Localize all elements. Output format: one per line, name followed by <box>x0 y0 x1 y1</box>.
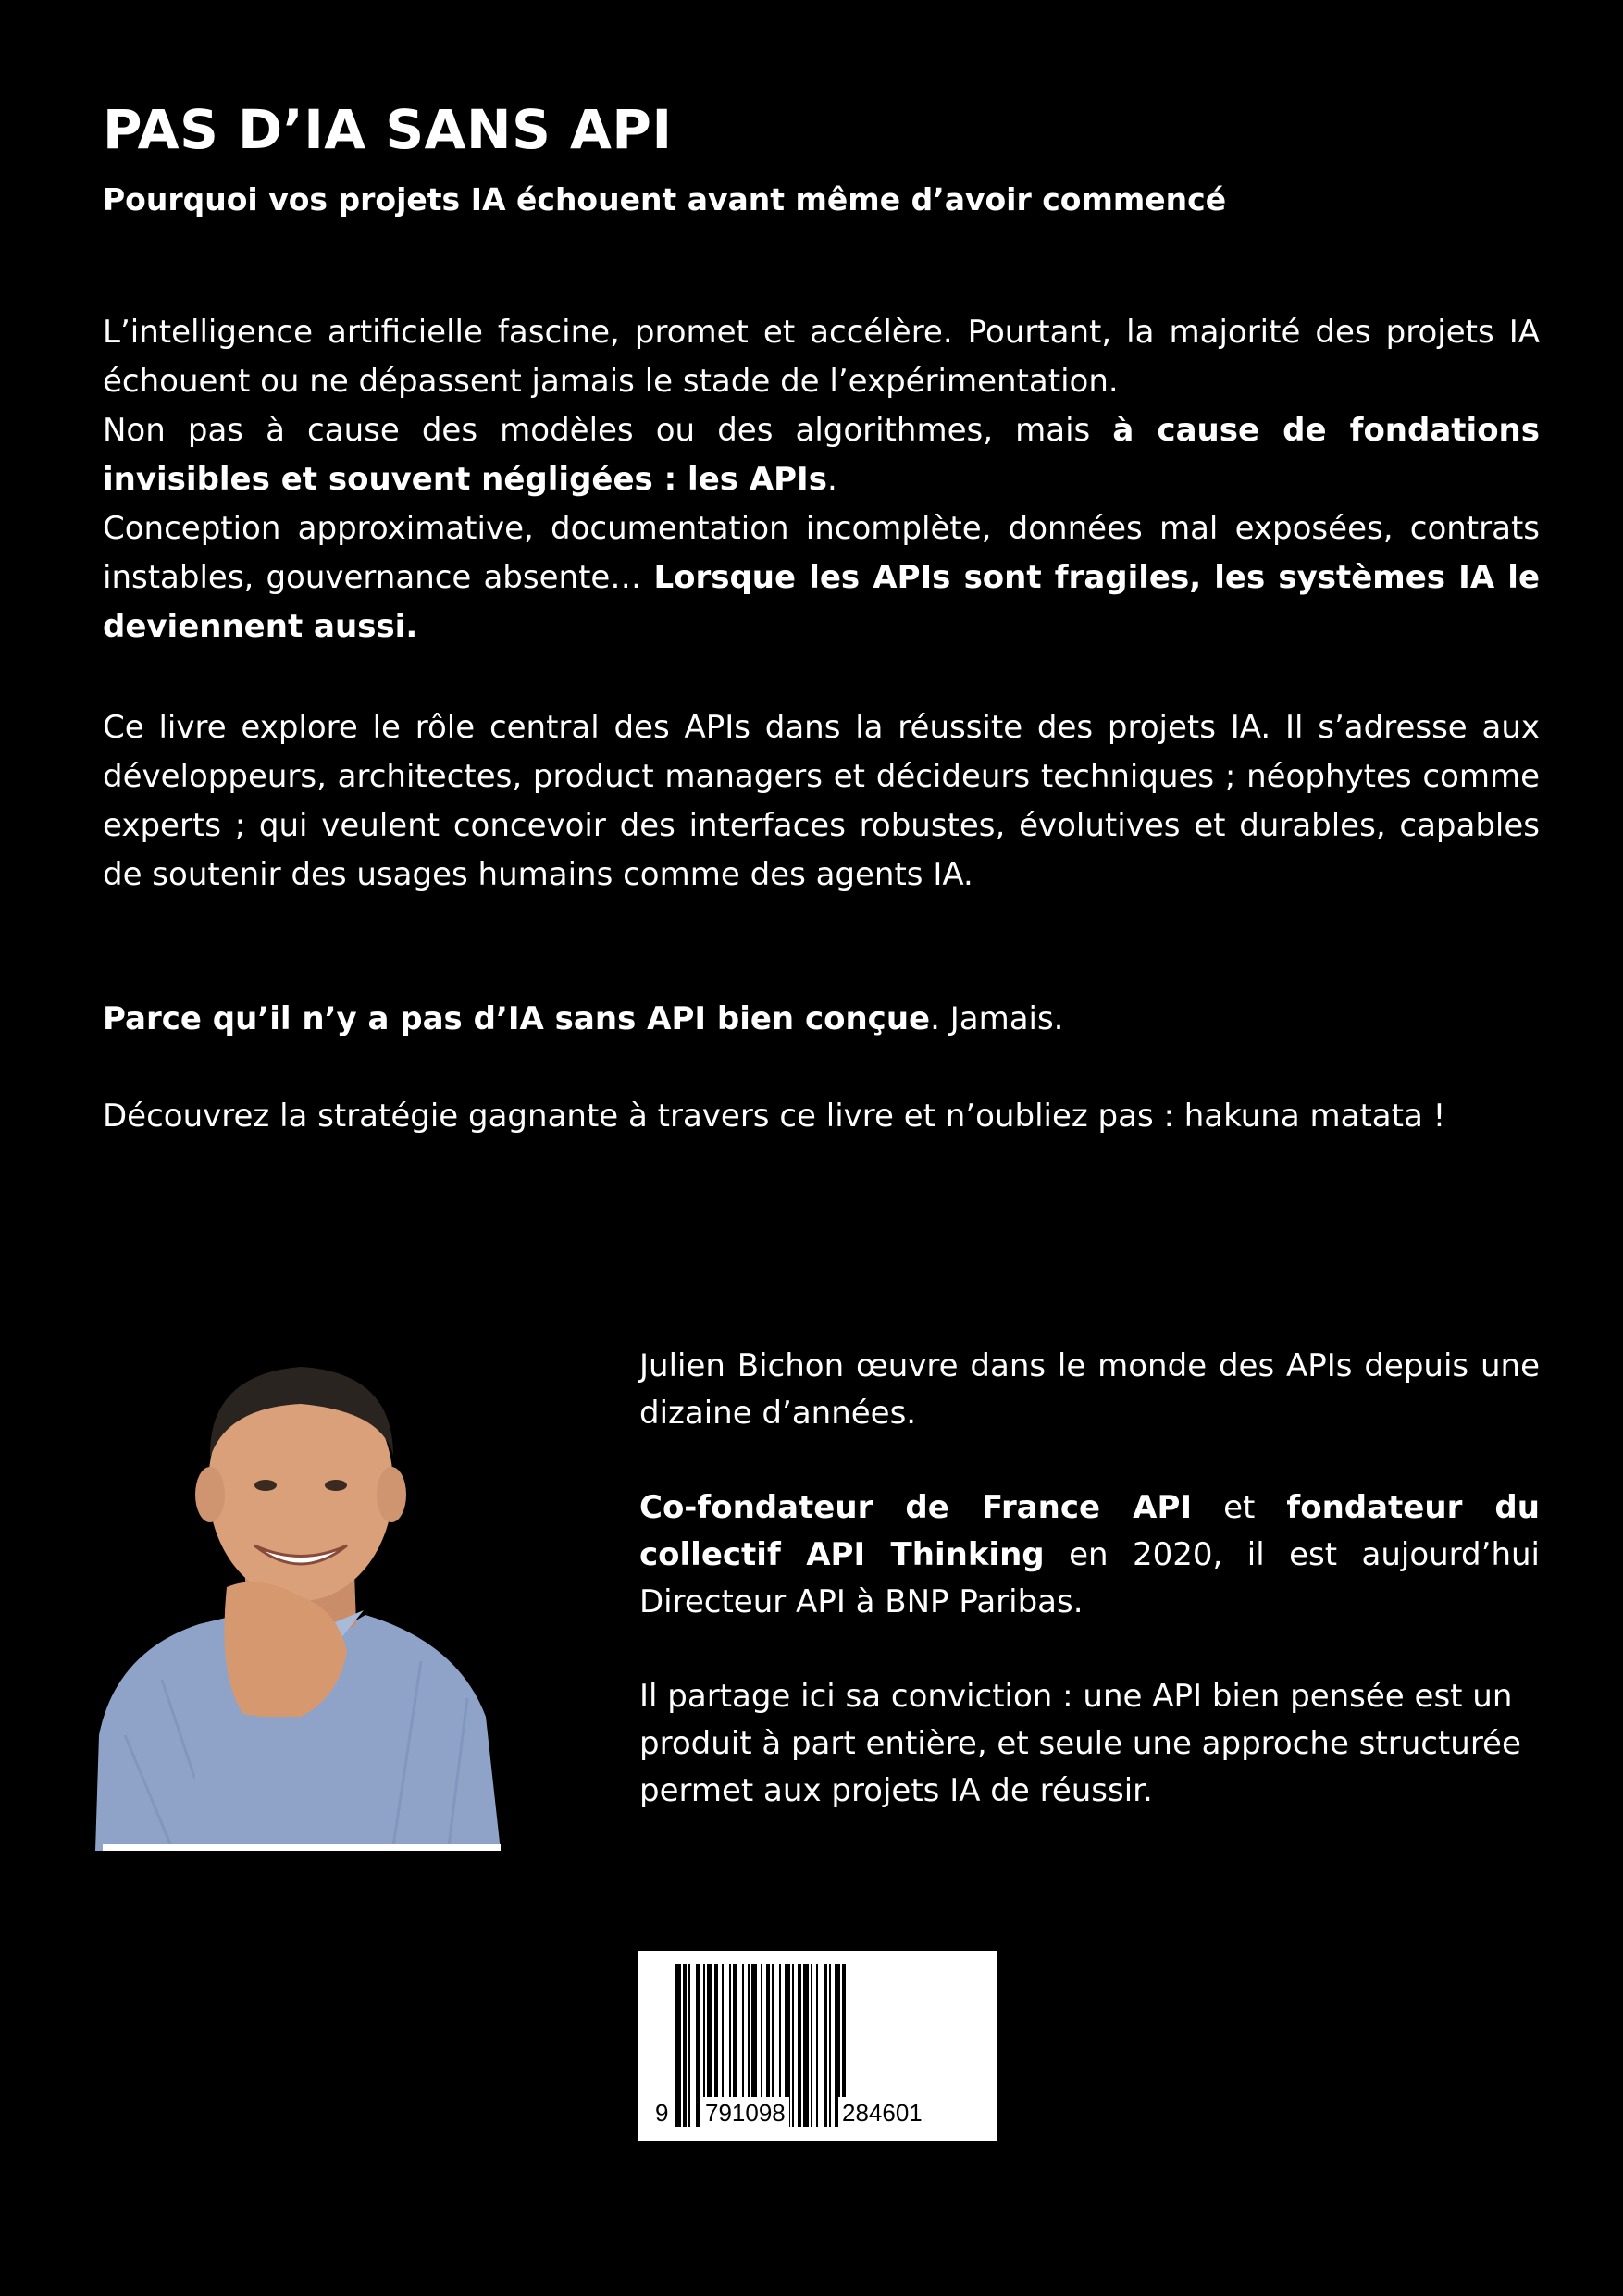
author-bio-1: Julien Bichon œuvre dans le monde des APIs depuis une dizaine d’années. <box>639 1347 1540 1432</box>
barcode-digits <box>638 2097 997 2130</box>
author-role-1: Co-fondateur de France API <box>639 1489 1193 1526</box>
intro-sentence-c-emphasis: Lorsque les APIs sont fragiles, les systèmes IA le deviennent aussi. <box>103 559 1540 645</box>
intro-paragraph-4: Découvrez la stratégie gagnante à travers ce livre et n’oubliez pas : hakuna matata ! <box>103 1098 1446 1135</box>
intro-tagline-end: . Jamais. <box>930 1000 1064 1037</box>
author-photo <box>88 1347 508 1851</box>
barcode-digits-right: 284601 <box>838 2097 926 2128</box>
book-title: PAS D’IA SANS API <box>103 98 673 161</box>
author-bio-2-end: en 2020, il est aujourd’hui Directeur API à BNP Paribas. <box>639 1536 1540 1620</box>
intro-sentence-b-emphasis: à cause de fondations invisibles et souvent négligées : les APIs <box>103 412 1541 498</box>
intro-tagline-emphasis: Parce qu’il n’y a pas d’IA sans API bien conçue <box>103 1000 931 1037</box>
barcode-digits-left: 791098 <box>701 2097 789 2128</box>
barcode-digit-first: 9 <box>651 2097 672 2128</box>
isbn-barcode <box>638 1951 997 2141</box>
intro-sentence-b: Non pas à cause des modèles ou des algorithmes, mais <box>103 412 1113 449</box>
book-subtitle: Pourquoi vos projets IA échouent avant même d’avoir commencé <box>103 181 1227 217</box>
author-role-2: fondateur du collectif API Thinking <box>639 1489 1540 1573</box>
intro-paragraph-2: Ce livre explore le rôle central des APIs dans la réussite des projets IA. Il s’adresse aux développeurs, architectes, product managers et décideurs techniques ; néophytes comme experts ; qui veulent concevoir des interfaces robustes, évolutives et durables, capables de soutenir des usages humains comme des agents IA. <box>103 709 1540 893</box>
author-bio-2-connector: et <box>1192 1489 1287 1526</box>
intro-paragraph-1 <box>103 308 1540 652</box>
intro-paragraph-3 <box>103 995 1540 1044</box>
author-bio-2 <box>639 1484 1540 1626</box>
intro-sentence-a: L’intelligence artificielle fascine, promet et accélère. Pourtant, la majorité des projets IA échouent ou ne dépassent jamais le stade de l’expérimentation. <box>103 314 1540 400</box>
author-bio-3: Il partage ici sa conviction : une API bien pensée est un produit à part entière, et seule une approche structurée permet aux projets IA de réussir. <box>639 1678 1521 1809</box>
intro-sentence-b-end: . <box>826 461 837 498</box>
intro-sentence-c: Conception approximative, documentation incomplète, données mal exposées, contrats instables, gouvernance absente… <box>103 510 1540 596</box>
